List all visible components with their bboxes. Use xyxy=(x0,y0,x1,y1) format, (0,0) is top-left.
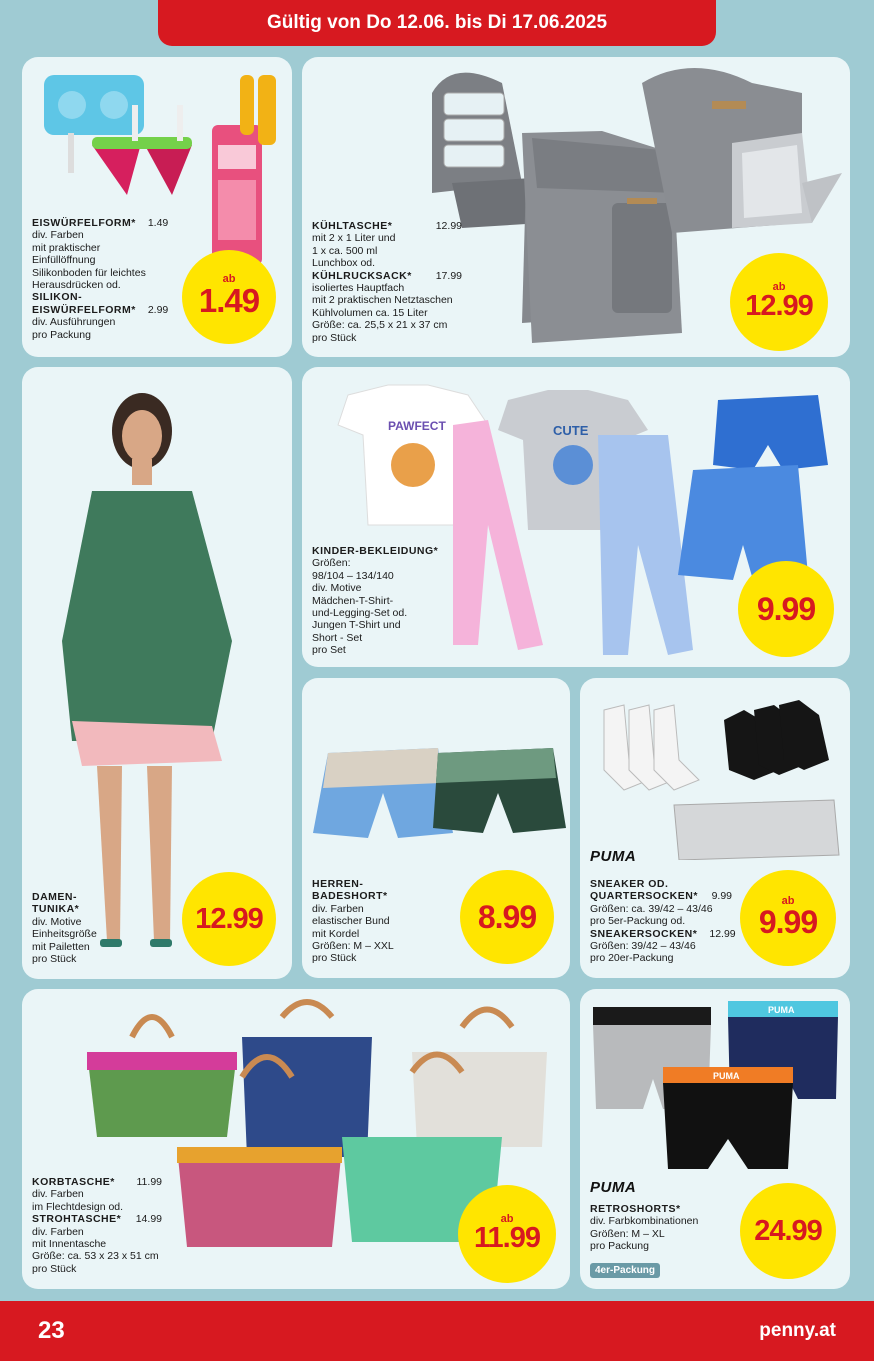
price-badge xyxy=(738,561,834,657)
description-line: Einfüllöffnung xyxy=(32,254,96,267)
price-badge xyxy=(740,870,836,966)
puma-logo: PUMA xyxy=(590,1179,637,1196)
shorts-text xyxy=(590,1203,698,1253)
description-line: 98/104 – 134/140 xyxy=(312,569,394,582)
price-value: 9.99 xyxy=(758,903,818,940)
description-line: mit Innentasche xyxy=(32,1238,107,1251)
price-badge xyxy=(460,870,554,964)
price-prefix: ab xyxy=(781,894,795,907)
price-value: 24.99 xyxy=(754,1214,822,1247)
product-price: 1.49 xyxy=(147,217,169,229)
website-link[interactable]: penny.at xyxy=(759,1320,836,1341)
description-line: Größen: M – XL xyxy=(590,1227,665,1240)
description-line: 1 x ca. 500 ml xyxy=(312,244,378,257)
price-value: 8.99 xyxy=(477,898,537,935)
product-price: 12.99 xyxy=(709,927,736,940)
product-name: SILIKON- xyxy=(32,291,83,304)
description-line: und-Legging-Set od. xyxy=(312,607,408,620)
product-name: RETROSHORTS* xyxy=(590,1203,681,1215)
description-line: pro Stück xyxy=(312,952,357,965)
price-value: 11.99 xyxy=(474,1221,540,1254)
description-line: mit 2 x 1 Liter und xyxy=(312,232,396,245)
description-line: div. Motive xyxy=(312,582,362,595)
description-line: pro Stück xyxy=(312,331,357,344)
description-line: pro Stück xyxy=(32,1262,77,1275)
offer-tunic[interactable] xyxy=(22,367,292,979)
swim-shorts-image xyxy=(308,738,568,848)
description-line: Größen: M – XXL xyxy=(312,940,394,953)
kids-text xyxy=(312,545,438,657)
footer-bar xyxy=(0,1301,874,1361)
description-line: pro Packung xyxy=(32,328,91,341)
description-line: div. Farben xyxy=(32,229,84,242)
description-line: im Flechtdesign od. xyxy=(32,1200,124,1213)
description-line: mit Kordel xyxy=(312,927,360,940)
offer-retro-shorts[interactable] xyxy=(580,989,850,1289)
tunic-text xyxy=(32,891,97,965)
product-price: 17.99 xyxy=(435,269,462,282)
description-line: div. Farbkombinationen xyxy=(590,1215,699,1228)
description-line: Jungen T-Shirt und xyxy=(312,619,401,632)
product-name: TUNIKA* xyxy=(32,903,80,916)
description-line: elastischer Bund xyxy=(312,915,390,928)
product-name: KINDER-BEKLEIDUNG* xyxy=(312,545,439,557)
product-price: 12.99 xyxy=(435,220,462,232)
price-badge xyxy=(182,872,276,966)
product-name: HERREN- xyxy=(312,878,364,890)
description-line: div. Ausführungen xyxy=(32,316,116,329)
description-line: Mädchen-T-Shirt- xyxy=(312,594,394,607)
description-line: pro Stück xyxy=(32,953,77,966)
cooler-text xyxy=(312,220,462,344)
waistband-text: PUMA xyxy=(768,1005,795,1015)
description-line: mit praktischer xyxy=(32,241,101,254)
price-badge xyxy=(182,250,276,344)
offer-socks[interactable] xyxy=(580,678,850,978)
ice-text xyxy=(32,217,168,341)
price-value: 1.49 xyxy=(198,282,260,319)
product-name: STROHTASCHE* xyxy=(32,1213,122,1226)
price-value: 12.99 xyxy=(195,902,263,935)
description-line: div. Farben xyxy=(32,1188,84,1201)
product-name: EISWÜRFELFORM* xyxy=(32,303,136,316)
description-line: pro Set xyxy=(312,644,346,657)
product-name: KÜHLTASCHE* xyxy=(312,220,393,232)
offer-bags[interactable] xyxy=(22,989,570,1289)
description-line: Lunchbox od. xyxy=(312,257,376,270)
tshirt-print-text: PAWFECT xyxy=(388,419,446,433)
description-line: Silikonboden für leichtes xyxy=(32,266,146,279)
socks-image xyxy=(594,690,844,860)
offer-ice-molds[interactable] xyxy=(22,57,292,357)
description-line: Kühlvolumen ca. 15 Liter xyxy=(312,306,428,319)
offer-kids-clothing[interactable] xyxy=(302,367,850,667)
page-number: 23 xyxy=(38,1317,65,1344)
puma-logo: PUMA xyxy=(590,848,637,865)
description-line: isoliertes Hauptfach xyxy=(312,282,405,295)
product-name: DAMEN- xyxy=(32,891,77,903)
price-prefix: ab xyxy=(222,273,236,285)
product-name: EISWÜRFELFORM* xyxy=(32,217,136,229)
product-name: BADESHORT* xyxy=(312,890,388,903)
boxer-shorts-image xyxy=(588,999,846,1179)
description-line: pro Packung xyxy=(590,1240,649,1253)
description-line: Größe: ca. 53 x 23 x 51 cm xyxy=(32,1250,159,1263)
description-line: Größen: ca. 39/42 – 43/46 xyxy=(590,902,713,915)
price-value: 9.99 xyxy=(756,590,816,627)
description-line: Einheitsgröße xyxy=(32,928,97,941)
description-line: pro 5er-Packung od. xyxy=(590,915,686,928)
price-badge xyxy=(458,1185,556,1283)
product-name: SNEAKER OD. xyxy=(590,878,669,890)
offer-cooler-bags[interactable] xyxy=(302,57,850,357)
description-line: mit Pailetten xyxy=(32,940,90,953)
tshirt-print-text: CUTE xyxy=(553,423,589,438)
price-prefix: ab xyxy=(500,1212,514,1225)
product-name: KORBTASCHE* xyxy=(32,1176,115,1188)
product-name: QUARTERSOCKEN* xyxy=(590,890,698,903)
product-price: 2.99 xyxy=(147,303,169,316)
description-line: mit 2 praktischen Netztaschen xyxy=(312,294,453,307)
description-line: div. Farben xyxy=(32,1225,84,1238)
description-line: div. Farben xyxy=(312,902,364,915)
price-prefix: ab xyxy=(772,280,786,293)
description-line: Short - Set xyxy=(312,631,363,644)
socks-text xyxy=(590,878,736,965)
description-line: Größen: xyxy=(312,557,351,570)
description-line: Herausdrücken od. xyxy=(32,279,121,292)
product-price: 14.99 xyxy=(135,1213,162,1226)
product-price: 9.99 xyxy=(711,890,732,903)
pack-size-badge: 4er-Packung xyxy=(590,1263,660,1278)
bags-text xyxy=(32,1176,162,1275)
price-badge xyxy=(740,1183,836,1279)
product-price: 11.99 xyxy=(136,1176,162,1188)
product-name: SNEAKERSOCKEN* xyxy=(590,927,698,940)
price-badge xyxy=(730,253,828,351)
price-value: 12.99 xyxy=(745,289,813,322)
description-line: Größen: 39/42 – 43/46 xyxy=(590,940,696,953)
description-line: pro 20er-Packung xyxy=(590,952,674,965)
waistband-text: PUMA xyxy=(713,1071,740,1081)
description-line: Größe: ca. 25,5 x 21 x 37 cm xyxy=(312,319,448,332)
swim-text xyxy=(312,878,394,965)
offer-swim-shorts[interactable] xyxy=(302,678,570,978)
validity-banner: Gültig von Do 12.06. bis Di 17.06.2025 xyxy=(158,0,716,46)
product-name: KÜHLRUCKSACK* xyxy=(312,269,412,282)
description-line: div. Motive xyxy=(32,915,82,928)
